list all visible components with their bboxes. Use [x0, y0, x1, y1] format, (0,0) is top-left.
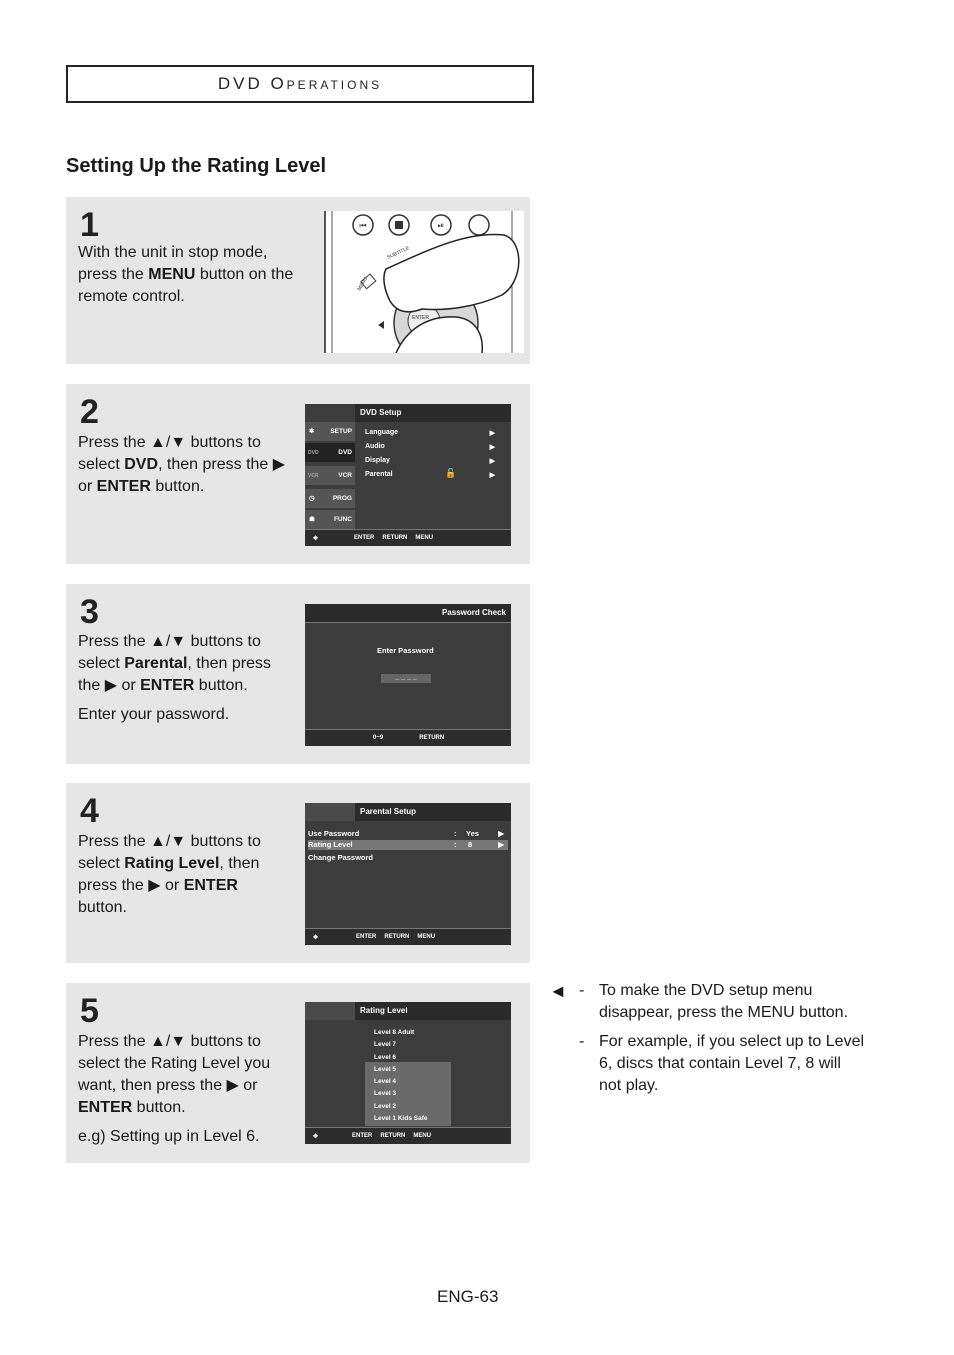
- menu-item-language: Language: [365, 429, 399, 436]
- step-2-panel: [66, 384, 530, 564]
- move-icon: ✥: [313, 934, 319, 941]
- menu-item-parental: Parental: [365, 471, 393, 478]
- remote-hand-icon: [326, 211, 524, 353]
- menu-item-display: Display: [365, 457, 390, 464]
- screen-title: Rating Level: [355, 1002, 511, 1020]
- gear-icon: ✱: [309, 428, 315, 435]
- rating-level-screen: [305, 1002, 511, 1144]
- screen-title: Parental Setup: [355, 803, 511, 821]
- tab-func: ☗ FUNC: [305, 510, 355, 530]
- list-item: Level 3: [374, 1090, 397, 1098]
- clock-icon: ◷: [309, 495, 315, 502]
- svg-text:SUBTITLE: SUBTITLE: [386, 245, 411, 261]
- list-item: Level 8 Adult: [374, 1029, 415, 1036]
- arrow-right-icon: ▶: [489, 444, 495, 451]
- step-instructions: Press the ▲/▼ buttons to select DVD, then press the ▶ or ENTER button.: [78, 434, 286, 495]
- note-marker-icon: ◄: [549, 981, 567, 1001]
- password-check-screen: [305, 604, 511, 746]
- step-instructions: Press the ▲/▼ buttons to select Rating Level, then press the ▶ or ENTER button.: [78, 833, 261, 916]
- note-dash: -: [579, 1033, 585, 1050]
- screen-title: DVD Setup: [355, 404, 511, 422]
- step-instructions: Press the ▲/▼ buttons to select Parental, then press the ▶ or ENTER button. Enter your password.: [78, 633, 271, 723]
- step-1-panel: [66, 197, 530, 364]
- tab-dvd: DVD DVD: [305, 443, 355, 463]
- note-dash: -: [579, 982, 585, 999]
- screen-footer: ✥ ENTER RETURN MENU: [305, 1127, 511, 1144]
- step-3-panel: [66, 584, 530, 764]
- unlock-icon: 🔓: [445, 468, 457, 478]
- page-number: ENG-63: [437, 1287, 499, 1306]
- step-number: 4: [80, 792, 99, 830]
- tab-prog: ◷ PROG: [305, 489, 355, 509]
- step-4-panel: [66, 783, 530, 963]
- step-instructions: Press the ▲/▼ buttons to select the Rating Level you want, then press the ▶ or ENTER button. e.g) Setting up in Level 6.: [78, 1033, 271, 1145]
- screen-footer: ✥ ENTER RETURN MENU: [305, 529, 511, 546]
- section-header-box: [66, 65, 534, 103]
- menu-item-audio: Audio: [365, 443, 385, 450]
- list-item: Level 2: [374, 1102, 397, 1110]
- step-number: 1: [80, 206, 99, 244]
- arrow-right-icon: ▶: [498, 829, 504, 838]
- note-item: To make the DVD setup menu disappear, press the MENU button.: [599, 982, 849, 1021]
- tab-vcr: VCR VCR: [305, 466, 355, 486]
- svg-text:⏯: ⏯: [437, 221, 445, 230]
- list-item: Level 7: [374, 1041, 397, 1049]
- arrow-right-icon: ▶: [489, 458, 495, 465]
- remote-control-illustration: [324, 211, 524, 353]
- list-item: Level 4: [374, 1078, 397, 1086]
- move-icon: ✥: [313, 1133, 319, 1140]
- step-instructions: With the unit in stop mode, press the MENU button on the remote control.: [78, 244, 294, 305]
- list-item: Level 5: [374, 1065, 397, 1073]
- arrow-right-icon: ▶: [489, 472, 495, 479]
- move-icon: ✥: [313, 535, 319, 542]
- screen-title: Password Check: [305, 604, 511, 623]
- svg-text:ENTER: ENTER: [412, 315, 429, 321]
- section-header-title: DVD Operations: [217, 74, 383, 93]
- page-title: Setting Up the Rating Level: [66, 155, 327, 177]
- password-prompt: Enter Password: [377, 646, 434, 655]
- func-icon: ☗: [309, 516, 315, 523]
- note-item: For example, if you select up to Level 6, discs that contain Level 7, 8 will not play.: [599, 1033, 865, 1094]
- tape-icon: VCR: [308, 473, 319, 479]
- step-number: 2: [80, 393, 99, 431]
- level-list: [374, 1027, 427, 1125]
- password-input: _ _ _ _: [381, 674, 431, 683]
- dvd-setup-screen: [305, 404, 511, 546]
- row-change-password: Change Password: [308, 853, 374, 862]
- arrow-right-icon: ▶: [498, 840, 504, 849]
- step-5-panel: [66, 983, 530, 1163]
- parental-setup-screen: [305, 803, 511, 945]
- step-number: 3: [80, 593, 99, 631]
- row-use-password: Use Password : Yes ▶: [308, 829, 504, 838]
- arrow-right-icon: ▶: [489, 430, 495, 437]
- svg-text:MENU: MENU: [356, 276, 370, 292]
- screen-footer: ✥ ENTER RETURN MENU: [305, 928, 511, 945]
- tab-setup: ✱ SETUP: [305, 422, 355, 442]
- list-item: Level 1 Kids Safe: [374, 1115, 428, 1123]
- row-rating-level: Rating Level : 8 ▶: [308, 840, 508, 850]
- svg-text:⏮: ⏮: [359, 221, 367, 230]
- disc-icon: DVD: [308, 450, 319, 456]
- step-number: 5: [80, 992, 99, 1030]
- screen-footer: 0~9 RETURN: [305, 729, 511, 746]
- list-item: Level 6: [374, 1053, 397, 1061]
